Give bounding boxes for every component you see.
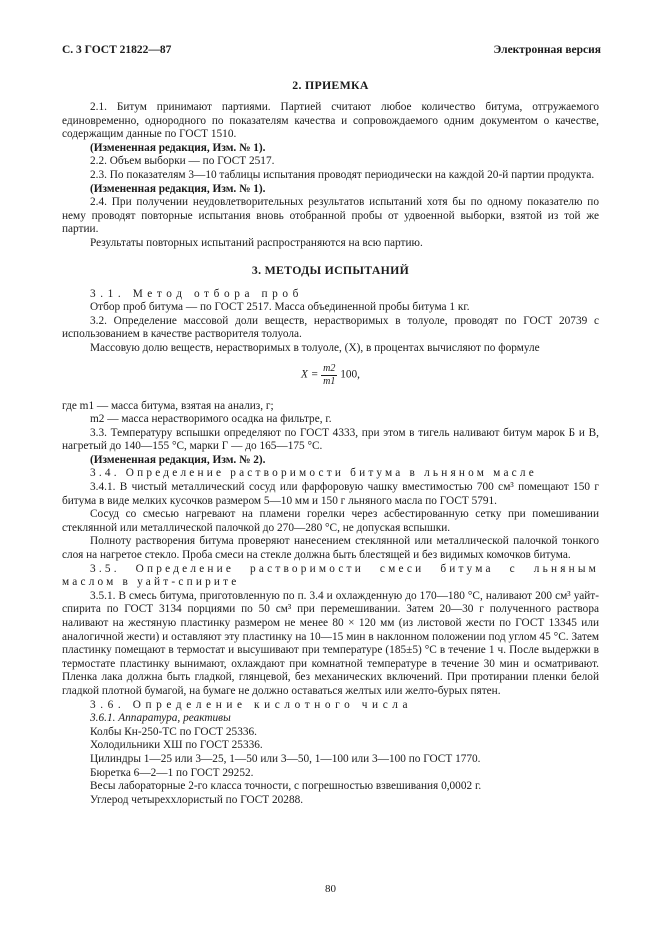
- list-item: Цилиндры 1—25 или 3—25, 1—50 или 3—50, 1—100 или 3—100 по ГОСТ 1770.: [90, 752, 481, 765]
- paragraph-3-4-1-check: Полноту растворения битума проверяют нанесением стеклянной или металлической палочкой тонкого слоя на нагретое стекло. Проба смеси на стекле должна быть блестящей и без видимых комочков битума.: [62, 535, 599, 562]
- list-item: Бюретка 6—2—1 по ГОСТ 29252.: [90, 766, 254, 779]
- list-item: Весы лабораторные 2-го класса точности, с погрешностью взвешивания 0,0002 г.: [90, 780, 482, 793]
- list-item: Колбы Кн-250-ТС по ГОСТ 25336.: [90, 725, 257, 738]
- paragraph-2-2: 2.2. Объем выборки — по ГОСТ 2517.: [90, 155, 275, 168]
- list-item: Холодильники ХШ по ГОСТ 25336.: [90, 739, 263, 752]
- formula-lhs: X =: [300, 368, 319, 381]
- amendment-note: (Измененная редакция, Изм. № 2).: [90, 453, 266, 466]
- heading-3-5: 3.5. Определение растворимости смеси битума с льняным маслом в уайт-спирите: [62, 562, 599, 589]
- formula-rhs: 100,: [340, 368, 361, 381]
- formula-numerator: m2: [323, 362, 336, 374]
- section-title-test-methods: 3. МЕТОДЫ ИСПЫТАНИЙ: [251, 262, 410, 277]
- formula-insoluble-fraction: [62, 363, 599, 393]
- page-number: 80: [325, 883, 336, 895]
- formula-where-m1: где m1 — масса битума, взятая на анализ, г;: [62, 399, 274, 412]
- formula-where-m2: m2 — масса нерастворимого осадка на фильтре, г.: [90, 413, 332, 426]
- section-title-acceptance: 2. ПРИЕМКА: [292, 78, 369, 92]
- paragraph-3-1: Отбор проб битума — по ГОСТ 2517. Масса объединенной пробы битума 1 кг.: [90, 301, 470, 314]
- formula-fraction: [321, 363, 337, 388]
- heading-3-4: 3.4. Определение растворимости битума в льняном масле: [90, 467, 537, 480]
- formula-intro: Массовую долю веществ, нерастворимых в толуоле, (X), в процентах вычисляют по формуле: [90, 341, 540, 354]
- amendment-note: (Измененная редакция, Изм. № 1).: [90, 182, 266, 195]
- header-standard-ref: С. 3 ГОСТ 21822—87: [62, 44, 172, 56]
- formula-denominator: m1: [323, 375, 336, 387]
- heading-3-1: 3.1. Метод отбора проб: [90, 287, 303, 300]
- page-body: [62, 78, 599, 807]
- paragraph-2-3: 2.3. По показателям 3—10 таблицы испытания проводят периодически на каждой 20-й партии продукта.: [90, 168, 595, 181]
- paragraph-3-5-1: 3.5.1. В смесь битума, приготовленную по п. 3.4 и охлажденную до 170—180 °С, наливают 200 см³ уайт-спирита по ГОСТ 3134 порциями по 50 см³ при перемешивании. Затем 20—30 г полученного раствора наливают на жестяную пластинку размером не менее 80 × 120 мм (из листовой жести по ГОСТ 13345 или аналогичной жести) и оставляют эту пластинку на 10—15 мин в наклонном положении под углом 45 °С. Затем пластинку помещают в термостат и высушивают при температуре (185±5) °С в течение 1 ч. После выдержки в термостате пластинку вынимают, охлаждают при комнатной температуре в течение 30 мин и осматривают. Пленка лака должна быть гладкой, глянцевой, без механических включений. При протирании пленки белой гладкой плотной бумагой, на бумаге не должно оставаться желтых или желто-бурых пятен.: [62, 589, 599, 697]
- paragraph-2-4: 2.4. При получении неудовлетворительных результатов испытаний хотя бы по одному показателю по нему проводят повторные испытания вновь отобранной пробы от удвоенной выборки, взятой из той же партии.: [62, 196, 599, 236]
- heading-3-6-1: 3.6.1. Аппаратура, реактивы: [90, 712, 231, 725]
- paragraph-3-3: 3.3. Температуру вспышки определяют по ГОСТ 4333, при этом в тигель наливают битум марок Б и В, нагретый до 140—155 °С, марки Г — до 165—175 °С.: [62, 426, 599, 453]
- list-item: Углерод четыреххлористый по ГОСТ 20288.: [90, 793, 304, 806]
- paragraph-2-4-results: Результаты повторных испытаний распространяются на всю партию.: [90, 236, 423, 249]
- amendment-note: (Измененная редакция, Изм. № 1).: [90, 141, 266, 154]
- header-version-label: Электронная версия: [493, 44, 601, 56]
- paragraph-3-2: 3.2. Определение массовой доли веществ, нерастворимых в толуоле, проводят по ГОСТ 20739 с использованием в качестве растворителя толуола.: [62, 314, 599, 341]
- paragraph-3-4-1: 3.4.1. В чистый металлический сосуд или фарфоровую чашку вместимостью 700 см³ помещают 150 г битума в виде мелких кусочков размером 5—10 мм и 150 г льняного масла по ГОСТ 5791.: [62, 481, 599, 507]
- paragraph-3-4-1-heating: Сосуд со смесью нагревают на пламени горелки через асбестированную сетку при помешивании стеклянной или металлической палочкой до 270—280 °С, не допуская вспышки.: [62, 508, 599, 534]
- paragraph-2-1: 2.1. Битум принимают партиями. Партией считают любое количество битума, отгружаемого единовременно, однородного по показателям качества и сопровождаемого одним документом о качестве, содержащим данные по ГОСТ 1510.: [62, 101, 599, 141]
- heading-3-6: 3.6. Определение кислотного числа: [90, 698, 413, 711]
